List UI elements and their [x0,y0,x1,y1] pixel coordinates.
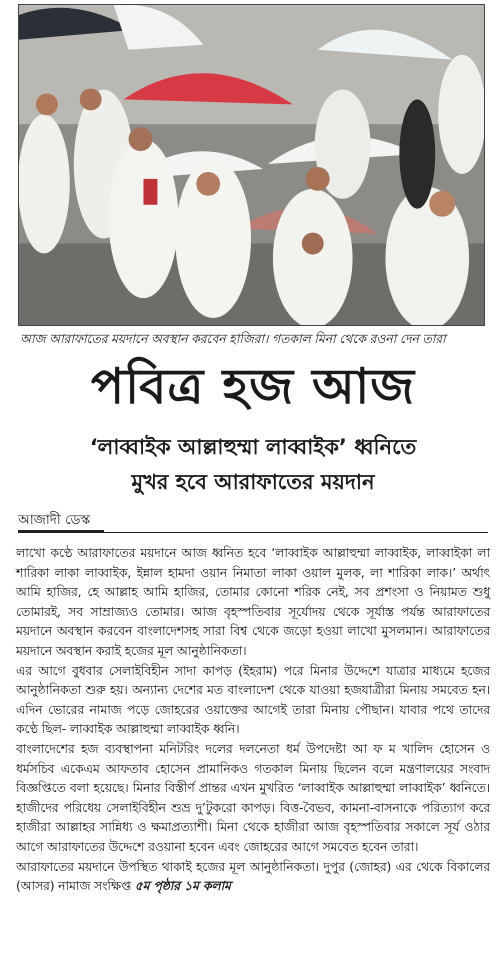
paragraph [16,857,490,896]
subheadline-line-2: মুখর হবে আরাফাতের ময়দান [131,470,375,494]
paragraph-text: আরাফাতের ময়দানে উপস্থিত থাকাই হজের মূল আনুষ্ঠানিকতা। দুপুর (জোহর) এর থেকে বিকালের (আসর) নামাজ সংক্ষিপ্ত [16,858,490,894]
byline: আজাদী ডেস্ক [18,510,104,532]
subheadline [18,430,488,500]
divider [18,532,488,533]
paragraph: লাখো কণ্ঠে আরাফাতের ময়দানে আজ ধ্বনিত হবে ‘লাব্বাইক আল্লাহুম্মা লাব্বাইক, লাব্বাইকা লা শারিকা লাকা লাব্বাইক, ইন্নাল হামদা ওয়ান নিমাতা লাকা ওয়াল মুলক, লা শারিকা লাক।’ অর্থাৎ আমি হাজির, হে আল্লাহ আমি হাজির, তোমার কোনো শরিক নেই, সব প্রশংসা ও নিয়ামত শুধু তোমারই, সব সাম্রাজ্যও তোমার। আজ বৃহস্পতিবার সূর্যোদয় থেকে সূর্যাস্ত পর্যন্ত আরাফাতের ময়দানে অবস্থান করবেন বাংলাদেশসহ সারা বিশ্ব থেকে জড়ো হওয়া লাখো মুসলমান। আরাফাতের ময়দানে অবস্থান করাই হজের মূল আনুষ্ঠানিকতা। [16,545,490,658]
headline: পবিত্র হজ আজ [90,358,416,415]
paragraph: এর আগে বুধবার সেলাইবিহীন সাদা কাপড় (ইহরাম) পরে মিনার উদ্দেশে যাত্রার মাধ্যমে হজের আনুষ্ঠানিকতা শুরু হয়। অন্যান্য দেশের মত বাংলাদেশ থেকে যাওয়া হজযাত্রীরা মিনায় সমবেত হন। এদিন ভোরের নামাজ পড়ে জোহরের ওয়াক্তের আগেই তারা মিনায় পৌছান। যাবার পথে তাদের কণ্ঠে ছিল- লাব্বাইক আল্লাহুম্মা লাব্বাইক ধ্বনি। [16,662,490,737]
subheadline-line-1: ‘লাব্বাইক আল্লাহুম্মা লাব্বাইক’ ধ্বনিতে [89,435,417,459]
news-photo [18,4,485,326]
photo-caption: আজ আরাফাতের ময়দানে অবস্থান করবেন হাজিরা। গতকাল মিনা থেকে রওনা দেন তারা [20,331,446,346]
article-body [16,543,490,896]
continued-on-page-link[interactable]: ৫ম পৃষ্ঠার ১ম কলাম [134,878,231,894]
pilgrims-with-umbrellas-photo [19,5,484,325]
paragraph: বাংলাদেশের হজ ব্যবস্থাপনা মনিটরিং দলের দলনেতা ধর্ম উপদেষ্টা আ ফ ম খালিদ হোসেন ও ধর্মসচিব একেএম আফতাব হোসেন প্রামানিকও গতকাল মিনায় ছিলেন বলে মন্ত্রণালয়ের সংবাদ বিজ্ঞপ্তিতে বলা হয়েছে। মিনার বিস্তীর্ণ প্রান্তর এখন মুখরিত ‘লাব্বাইক আল্লাহুম্মা লাব্বাইক’ ধ্বনিতে। হাজীদের পরিধেয় সেলাইবিহীন শুভ্র দু’টুকরো কাপড়। বিত্ত-বৈভব, কামনা-বাসনাকে পরিত্যাগ করে হাজীরা আল্লাহর সান্নিধ্য ও ক্ষমাপ্রত্যাশী। মিনা থেকে হাজীরা আজ বৃহস্পতিবার সকালে সূর্য ওঠার আগে আরাফাতের উদ্দেশে রওয়ানা হবেন এবং জোহরের আগে সমবেত হবেন তারা। [16,740,490,854]
